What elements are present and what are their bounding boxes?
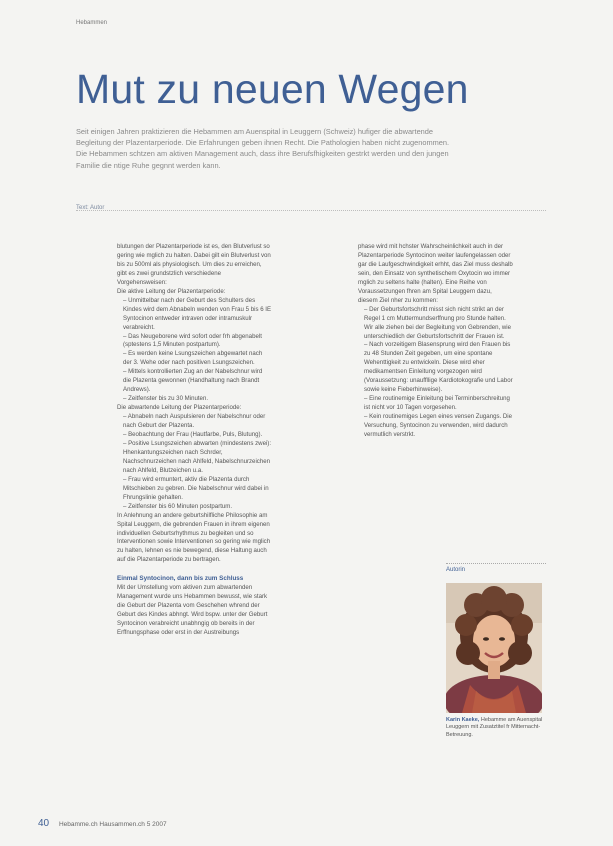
right-item: – Der Geburtsfortschritt misst sich nicht strikt an der Regel 1 cm Muttermundserffnung pro Stunde halten. Wir alle ziehen bei der Begleitung von Gebrenden, wie unterschiedlich der Geburtsfortschritt der Frauen ist. [364,305,512,340]
portrait-image [446,583,542,713]
right-item-text: Nach vorzeitigem Blasensprung wird den Frauen bis zu 48 Stunden Zeit gegeben, um eine spontane Wehenttigkeit zu entwickeln. Diese wird eher medikamentsen Einleitung vorgezogen wird (Voraussetzung: unauffllige Kardiotokografie und Labor sowie keine Fieberhinweise). [364,341,513,394]
active-item-text: Unmittelbar nach der Geburt des Schulters des Kindes wird dem Abnabeln wenden von Frau 5 bis 6 IE Syntocinon entweder intraven oder intramuskulr verabreicht. [123,296,272,331]
right-intro: phase wird mit hchster Wahrscheinlichkeit auch in der Plazentarperiode Syntocinon weiter laufengelassen oder gar die Laufgeschwindigkeit erhht, das Ziel muss deshalb sein, den Einsatz von synthetischem Oxytocin wo immer mglich zu seltens halte (halten). Eine Reihe von Voraussetzungen fhren am Spital Leuggern dazu, diesem Ziel nher zu kommen: [358,243,513,304]
expect-item: – Zeitfenster bis 60 Minuten postpartum. [123,502,233,510]
left-intro: blutungen der Plazentarperiode ist es, den Blutverlust so gering wie mglich zu halten. Dabei gilt ein Blutverlust von bis zu 500ml als physiologisch. Um dies zu erreichen, gibt es zwei grundstzlich verschiedene Vorgehensweisen: [117,243,271,286]
photo-caption [446,717,548,739]
active-item: – Unmittelbar nach der Geburt des Schulters des Kindes wird dem Abnabeln wenden von Frau 5 bis 6 IE Syntocinon entweder intraven oder intramuskulr verabreicht. [123,296,272,331]
top-divider [76,210,546,211]
active-item-text: Das Neugeborene wird sofort oder frh abgenabelt (sptestens 1,5 Minuten postpartum). [123,332,262,349]
author-label: Autorin [446,567,466,573]
active-title: Die aktive Leitung der Plazentarperiode: [117,287,226,295]
active-item-text: Zeitfenster bis zu 30 Minuten. [128,395,209,403]
left-para2: Mit der Umstellung vom aktiven zum abwartenden Management wurde uns Hebammen bewusst, wie stark die Geburt der Plazenta vom Geschehen whrend der Geburt des Kindes abhngt. Wird bspw. unter der Geburt Syntocinon verabreicht unabhngig ob bereits in der Erffnungsphase oder erst in der Austreibungs [117,584,268,637]
expect-item: – Positive Lsungszeichen abwarten (mindestens zwei): Hhenkantungszeichen nach Schrder, Nachschnurzeichen nach Ahlfeld, Nabelschnurzeichen nach Ahlfeld, Blutzeichen u.a. [123,439,272,474]
expect-item-text: Abnabeln nach Auspulsieren der Nabelschnur oder nach Geburt der Plazenta. [123,413,266,430]
byline: Text: Autor [76,205,105,211]
expect-title: Die abwartende Leitung der Plazentarperiode: [117,404,242,412]
expect-item-text: Frau wird ermuntert, aktiv die Plazenta durch Mitschieben zu gebren. Die Nabelschnur wird dabei in Fhrungslinie gehalten. [123,475,269,501]
caption-name: Karin Kaeke, [446,717,480,723]
right-item-text: Der Geburtsfortschritt misst sich nicht strikt an der Regel 1 cm Muttermundserffnung pro Stunde halten. Wir alle ziehen bei der Begleitung von Gebrenden, wie unterschiedlich der Geburtsfortschritt der Frauen ist. [364,305,512,340]
right-item: – Kein routinemiges Legen eines vensen Zugangs. Die Versuchung, Syntocinon zu verwenden, wird dadurch vermutlich verstrkt. [364,413,513,439]
right-column [358,243,513,440]
expect-item: – Beobachtung der Frau (Hautfarbe, Puls, Blutung). [123,431,263,439]
page-number: 40 [38,818,50,829]
right-item-text: Kein routinemiges Legen eines vensen Zugangs. Die Versuchung, Syntocinon zu verwenden, wird dadurch vermutlich verstrkt. [364,413,513,439]
active-item: – Es werden keine Lsungszeichen abgewartet nach der 3. Wehe oder nach positiven Lsungszeichen. [123,350,263,367]
caption-text: Hebamme am Auenspital Leuggern mit Zusatztitel fr Mitternacht-Betreuung. [446,717,543,738]
active-item: – Mittels kontrollierten Zug an der Nabelschnur wird die Plazenta gewonnen (Handhaltung nach Brandt Andrews). [123,368,263,394]
journal-info: Hebamme.ch Hausammen.ch 5 2007 [58,821,167,828]
lead-text: Seit einigen Jahren praktizieren die Hebammen am Auenspital in Leuggern (Schweiz) hufiger die abwartende Begleitung der Plazentarperiode. Die Erfahrungen geben ihnen Recht. Die Pathologien haben nicht zugenommen. Die Hebammen schtzen am aktiven Management auch, dass ihre Berufsfhigkeiten gestrkt werden und den jungen Familie die ntige Ruhe gegnnt werden kann. [76,127,450,170]
expect-item-text: Beobachtung der Frau (Hautfarbe, Puls, Blutung). [128,431,263,439]
author-photo [446,583,542,713]
active-item: – Das Neugeborene wird sofort oder frh abgenabelt (sptestens 1,5 Minuten postpartum). [123,332,262,349]
expect-item-text: Positive Lsungszeichen abwarten (mindestens zwei): Hhenkantungszeichen nach Schrder, Nachschnurzeichen nach Ahlfeld, Nabelschnurzeichen nach Ahlfeld, Blutzeichen u.a. [123,439,272,474]
subheading: Einmal Syntocinon, dann bis zum Schluss [117,575,244,583]
active-item: – Zeitfenster bis zu 30 Minuten. [123,395,209,403]
left-column [117,243,272,638]
expect-item: – Frau wird ermuntert, aktiv die Plazenta durch Mitschieben zu gebren. Die Nabelschnur wird dabei in Fhrungslinie gehalten. [123,475,269,501]
section-label: Hebammen [76,20,108,26]
right-item: – Nach vorzeitigem Blasensprung wird den Frauen bis zu 48 Stunden Zeit gegeben, um eine spontane Wehenttigkeit zu entwickeln. Diese wird eher medikamentsen Einleitung vorgezogen wird (Voraussetzung: unauffllige Kardiotokografie und Labor sowie keine Fieberhinweise). [364,341,513,394]
active-item-text: Mittels kontrollierten Zug an der Nabelschnur wird die Plazenta gewonnen (Handhaltung nach Brandt Andrews). [123,368,263,394]
right-item-text: Eine routinemige Einleitung bei Terminberschreitung ist nicht vor 10 Tagen vorgesehen. [364,395,510,412]
page-footer [38,818,167,829]
author-divider [446,563,546,564]
page-title: Mut zu neuen Wegen [76,66,469,112]
expect-item-text: Zeitfenster bis 60 Minuten postpartum. [128,502,233,510]
right-item: – Eine routinemige Einleitung bei Terminberschreitung ist nicht vor 10 Tagen vorgesehen. [364,395,510,412]
active-item-text: Es werden keine Lsungszeichen abgewartet nach der 3. Wehe oder nach positiven Lsungszeichen. [123,350,263,367]
left-after: In Anlehnung an andere geburtshilfliche Philosophie am Spital Leuggern, die gebrenden Frauen in ihrem eigenen individuellen Geburtsrhythmus zu begleiten und so Interventionen sowie Interventionen so gering wie mglich zu halten, lehnen es nie bewegend, diese Haltung auch auf die Plazentarperiode zu bertragen. [117,511,271,564]
expect-item: – Abnabeln nach Auspulsieren der Nabelschnur oder nach Geburt der Plazenta. [123,413,266,430]
